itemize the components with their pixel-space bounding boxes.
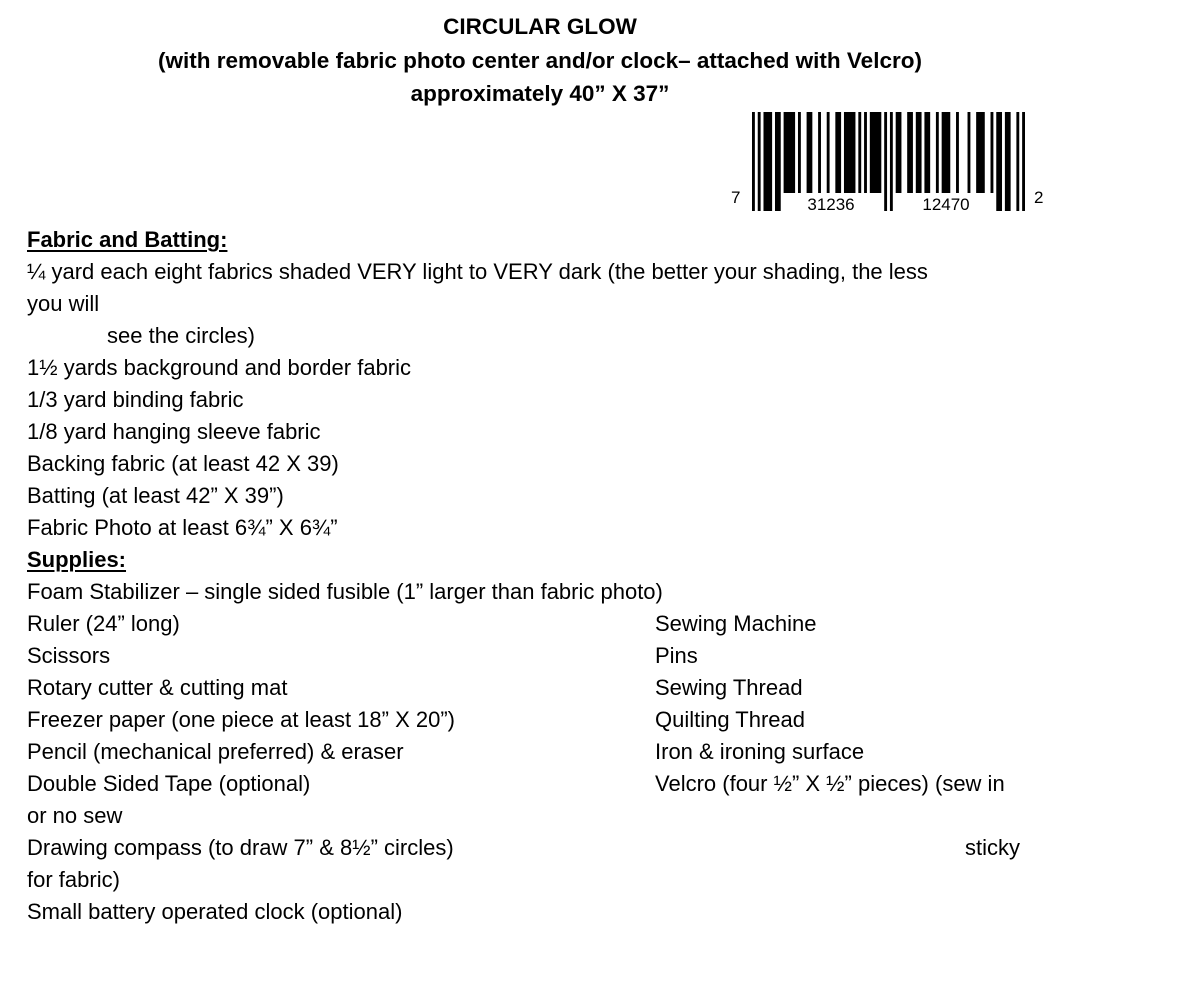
fabric-line: 1/3 yard binding fabric <box>27 387 244 412</box>
supply-item-left: Ruler (24” long) <box>27 611 180 636</box>
supply-item-left: Rotary cutter & cutting mat <box>27 675 288 700</box>
barcode-right-group: 12470 <box>922 195 970 214</box>
supplies-section-heading: Supplies: <box>27 547 127 572</box>
barcode-right-digit: 2 <box>1034 188 1044 207</box>
supply-row-compass <box>27 832 1187 864</box>
doc-subtitle: (with removable fabric photo center and/or clock– attached with Velcro) <box>158 47 922 73</box>
supply-item-left: Pencil (mechanical preferred) & eraser <box>27 739 404 764</box>
document-body <box>27 224 1187 928</box>
fabric-line: 1½ yards background and border fabric <box>27 355 412 380</box>
supply-item-right: Quilting Thread <box>655 707 806 732</box>
supply-item-right: Sewing Machine <box>655 611 817 636</box>
velcro-wrap-line: or no sew <box>27 803 123 828</box>
upc-barcode <box>729 111 1047 217</box>
supply-row <box>27 736 1187 768</box>
supply-item-left: Double Sided Tape (optional) <box>27 771 311 796</box>
fabric-line-indented: see the circles) <box>107 323 255 348</box>
supply-item-left: Scissors <box>27 643 111 668</box>
supplies-last-line: Small battery operated clock (optional) <box>27 899 403 924</box>
fabric-line: Backing fabric (at least 42 X 39) <box>27 451 339 476</box>
barcode-left-group: 31236 <box>807 195 855 214</box>
barcode-svg <box>729 111 1047 217</box>
supply-item-left: Drawing compass (to draw 7” & 8½” circles) <box>27 835 454 860</box>
fabric-line: Fabric Photo at least 6¾” X 6¾” <box>27 515 338 540</box>
fabric-section-heading: Fabric and Batting: <box>27 227 228 252</box>
supply-row <box>27 640 1187 672</box>
barcode-left-digit: 7 <box>731 188 741 207</box>
supply-row <box>27 768 1187 800</box>
supply-item-right: Sewing Thread <box>655 675 803 700</box>
fabric-line: 1/8 yard hanging sleeve fabric <box>27 419 321 444</box>
supply-row <box>27 672 1187 704</box>
supplies-intro-line: Foam Stabilizer – single sided fusible (1” larger than fabric photo) <box>27 579 663 604</box>
doc-size-line: approximately 40” X 37” <box>410 81 670 106</box>
sticky-wrap-label: sticky <box>965 835 1020 860</box>
fabric-line: Batting (at least 42” X 39”) <box>27 483 284 508</box>
fabric-line: ¼ yard each eight fabrics shaded VERY light to VERY dark (the better your shading, the less <box>27 259 928 284</box>
doc-title: CIRCULAR GLOW <box>443 14 637 39</box>
barcode-bars <box>752 112 1025 211</box>
supply-item-right: Velcro (four ½” X ½” pieces) (sew in <box>655 771 1005 796</box>
supply-item-left: Freezer paper (one piece at least 18” X 20”) <box>27 707 456 732</box>
title-block <box>0 10 1080 111</box>
supply-row <box>27 704 1187 736</box>
supply-item-right: Iron & ironing surface <box>655 739 865 764</box>
supply-item-right: Pins <box>655 643 698 668</box>
fabric-line: you will <box>27 291 100 316</box>
velcro-wrap-line: for fabric) <box>27 867 120 892</box>
supply-row <box>27 608 1187 640</box>
